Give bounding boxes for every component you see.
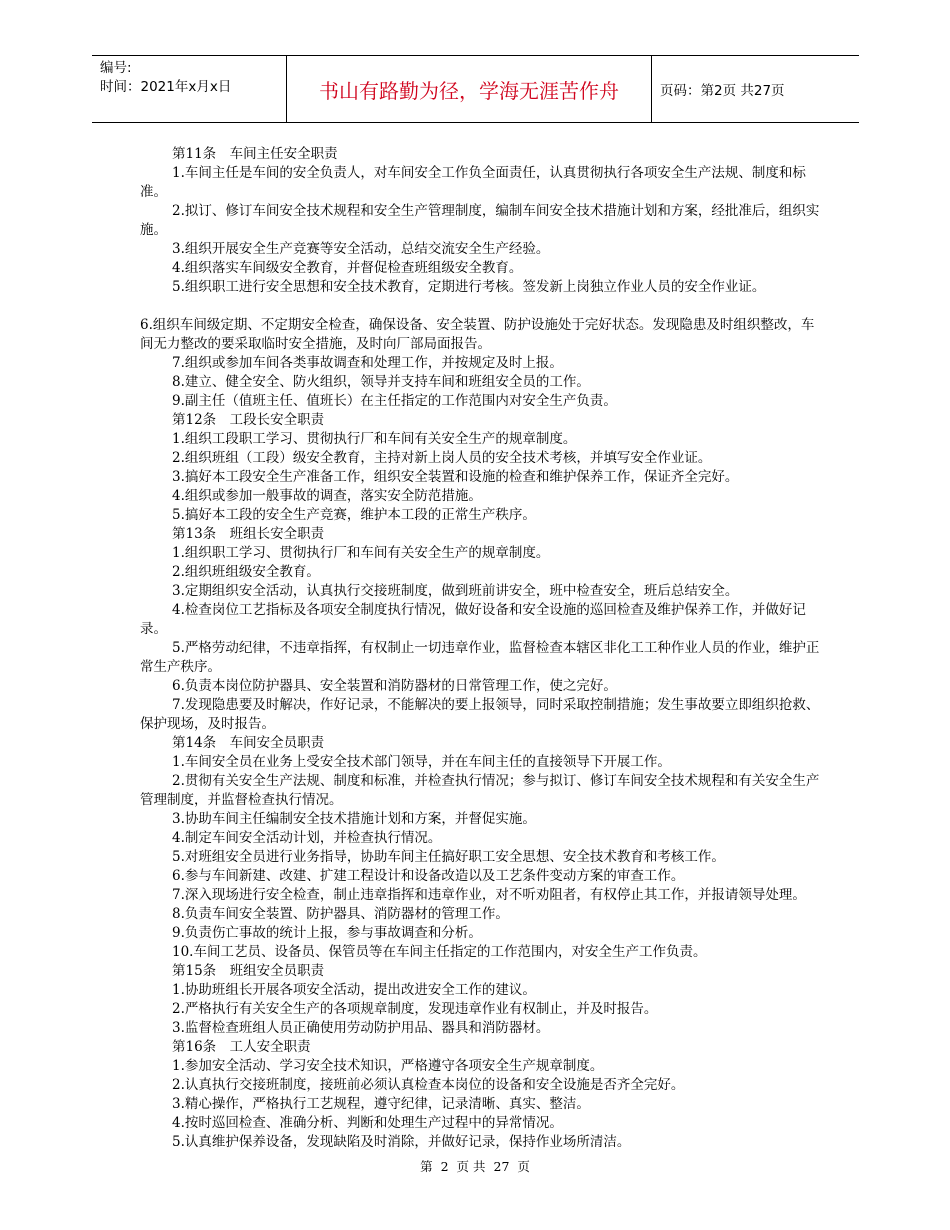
clause-paragraph: 6.负责本岗位防护器具、安全装置和消防器材的日常管理工作，使之完好。 <box>172 678 617 694</box>
clause-paragraph: 4.组织落实车间级安全教育，并督促检查班组级安全教育。 <box>172 260 523 276</box>
page-footer <box>0 1157 950 1175</box>
document-body <box>140 145 822 1152</box>
document-time-label: 时间：2021年x月x日 <box>100 79 232 95</box>
header-page-info: 页码：第2页 共27页 <box>660 83 785 99</box>
clause-paragraph: 3.精心操作，严格执行工艺规程，遵守纪律，记录清晰、真实、整洁。 <box>172 1096 590 1112</box>
clause-paragraph: 5.组织职工进行安全思想和安全技术教育，定期进行考核。签发新上岗独立作业人员的安全作业证。 <box>172 279 766 295</box>
clause-paragraph: 8.负责车间安全装置、防护器具、消防器材的管理工作。 <box>172 906 509 922</box>
clause-paragraph: 5.搞好本工段的安全生产竞赛，维护本工段的正常生产秩序。 <box>172 507 536 523</box>
footer-suffix: 页 <box>517 1159 530 1174</box>
clause-paragraph: 1.协助班组长开展各项安全活动，提出改进安全工作的建议。 <box>172 982 536 998</box>
clause-paragraph: 5.对班组安全员进行业务指导，协助车间主任搞好职工安全思想、安全技术教育和考核工作。 <box>172 849 725 865</box>
clause-paragraph: 2.组织班组（工段）级安全教育，主持对新上岗人员的安全技术考核，并填写安全作业证。 <box>172 450 712 466</box>
clause-paragraph: 9.副主任（值班主任、值班长）在主任指定的工作范围内对安全生产负责。 <box>172 393 617 409</box>
clause-paragraph: 1.组织职工学习、贯彻执行厂和车间有关安全生产的规章制度。 <box>172 545 550 561</box>
article-heading: 第14条 车间安全员职责 <box>172 735 325 751</box>
clause-paragraph: 7.深入现场进行安全检查，制止违章指挥和违章作业，对不听劝阻者，有权停止其工作，并报请领导处理。 <box>172 887 806 903</box>
clause-paragraph: 2.贯彻有关安全生产法规、制度和标准，并检查执行情况；参与拟订、修订车间安全技术规程和有关安全生产管理制度，并监督检查执行情况。 <box>140 773 820 808</box>
clause-paragraph: 1.组织工段职工学习、贯彻执行厂和车间有关安全生产的规章制度。 <box>172 431 577 447</box>
clause-paragraph: 1.参加安全活动、学习安全技术知识，严格遵守各项安全生产规章制度。 <box>172 1058 604 1074</box>
page-header <box>92 55 859 123</box>
clause-paragraph: 7.发现隐患要及时解决，作好记录，不能解决的要上报领导，同时采取控制措施；发生事故要立即组织抢救、保护现场，及时报告。 <box>140 697 820 732</box>
clause-paragraph: 9.负责伤亡事故的统计上报，参与事故调查和分析。 <box>172 925 482 941</box>
clause-paragraph: 10.车间工艺员、设备员、保管员等在车间主任指定的工作范围内，对安全生产工作负责。 <box>172 944 707 960</box>
footer-total-pages: 27 <box>493 1159 510 1174</box>
clause-paragraph: 2.组织班组级安全教育。 <box>172 564 320 580</box>
article-heading: 第12条 工段长安全职责 <box>172 412 325 428</box>
clause-paragraph: 2.认真执行交接班制度，接班前必须认真检查本岗位的设备和安全设施是否齐全完好。 <box>172 1077 685 1093</box>
clause-paragraph: 1.车间主任是车间的安全负责人，对车间安全工作负全面责任，认真贯彻执行各项安全生产法规、制度和标准。 <box>140 165 806 200</box>
document-number-label: 编号: <box>100 60 132 76</box>
header-meta <box>100 59 290 97</box>
clause-paragraph: 4.检查岗位工艺指标及各项安全制度执行情况，做好设备和安全设施的巡回检查及维护保养工作，并做好记录。 <box>140 602 806 637</box>
clause-paragraph: 4.按时巡回检查、准确分析、判断和处理生产过程中的异常情况。 <box>172 1115 563 1131</box>
clause-paragraph: 3.定期组织安全活动，认真执行交接班制度，做到班前讲安全，班中检查安全，班后总结安全。 <box>172 583 739 599</box>
clause-paragraph: 3.搞好本工段安全生产准备工作，组织安全装置和设施的检查和维护保养工作，保证齐全完好。 <box>172 469 739 485</box>
clause-paragraph: 2.严格执行有关安全生产的各项规章制度，发现违章作业有权制止，并及时报告。 <box>172 1001 658 1017</box>
clause-paragraph: 1.车间安全员在业务上受安全技术部门领导，并在车间主任的直接领导下开展工作。 <box>172 754 671 770</box>
article-heading: 第13条 班组长安全职责 <box>172 526 325 542</box>
footer-page-number: 2 <box>440 1159 449 1174</box>
footer-mid: 页 共 <box>456 1159 486 1174</box>
clause-paragraph: 5.认真维护保养设备，发现缺陷及时消除，并做好记录，保持作业场所清洁。 <box>172 1134 631 1150</box>
footer-prefix: 第 <box>420 1159 433 1174</box>
clause-paragraph: 4.组织或参加一般事故的调查，落实安全防范措施。 <box>172 488 482 504</box>
clause-paragraph: 2.拟订、修订车间安全技术规程和安全生产管理制度，编制车间安全技术措施计划和方案，经批准后，组织实施。 <box>140 203 820 238</box>
clause-paragraph: 5.严格劳动纪律，不违章指挥，有权制止一切违章作业，监督检查本辖区非化工工种作业人员的作业，维护正常生产秩序。 <box>140 640 820 675</box>
article-heading: 第11条 车间主任安全职责 <box>172 146 338 162</box>
clause-paragraph: 6.参与车间新建、改建、扩建工程设计和设备改造以及工艺条件变动方案的审查工作。 <box>172 868 685 884</box>
clause-paragraph: 7.组织或参加车间各类事故调查和处理工作，并按规定及时上报。 <box>172 355 563 371</box>
article-heading: 第16条 工人安全职责 <box>172 1039 311 1055</box>
clause-paragraph: 6.组织车间级定期、不定期安全检查，确保设备、安全装置、防护设施处于完好状态。发现隐患及时组织整改，车间无力整改的要采取临时安全措施，及时向厂部局面报告。 <box>140 317 815 352</box>
clause-paragraph: 3.组织开展安全生产竞赛等安全活动，总结交流安全生产经验。 <box>172 241 550 257</box>
clause-paragraph: 4.制定车间安全活动计划，并检查执行情况。 <box>172 830 442 846</box>
clause-paragraph: 8.建立、健全安全、防火组织，领导并支持车间和班组安全员的工作。 <box>172 374 590 390</box>
clause-paragraph: 3.协助车间主任编制安全技术措施计划和方案，并督促实施。 <box>172 811 536 827</box>
clause-paragraph: 3.监督检查班组人员正确使用劳动防护用品、器具和消防器材。 <box>172 1020 550 1036</box>
article-heading: 第15条 班组安全员职责 <box>172 963 325 979</box>
header-motto: 书山有路勤为径，学海无涯苦作舟 <box>286 56 652 122</box>
